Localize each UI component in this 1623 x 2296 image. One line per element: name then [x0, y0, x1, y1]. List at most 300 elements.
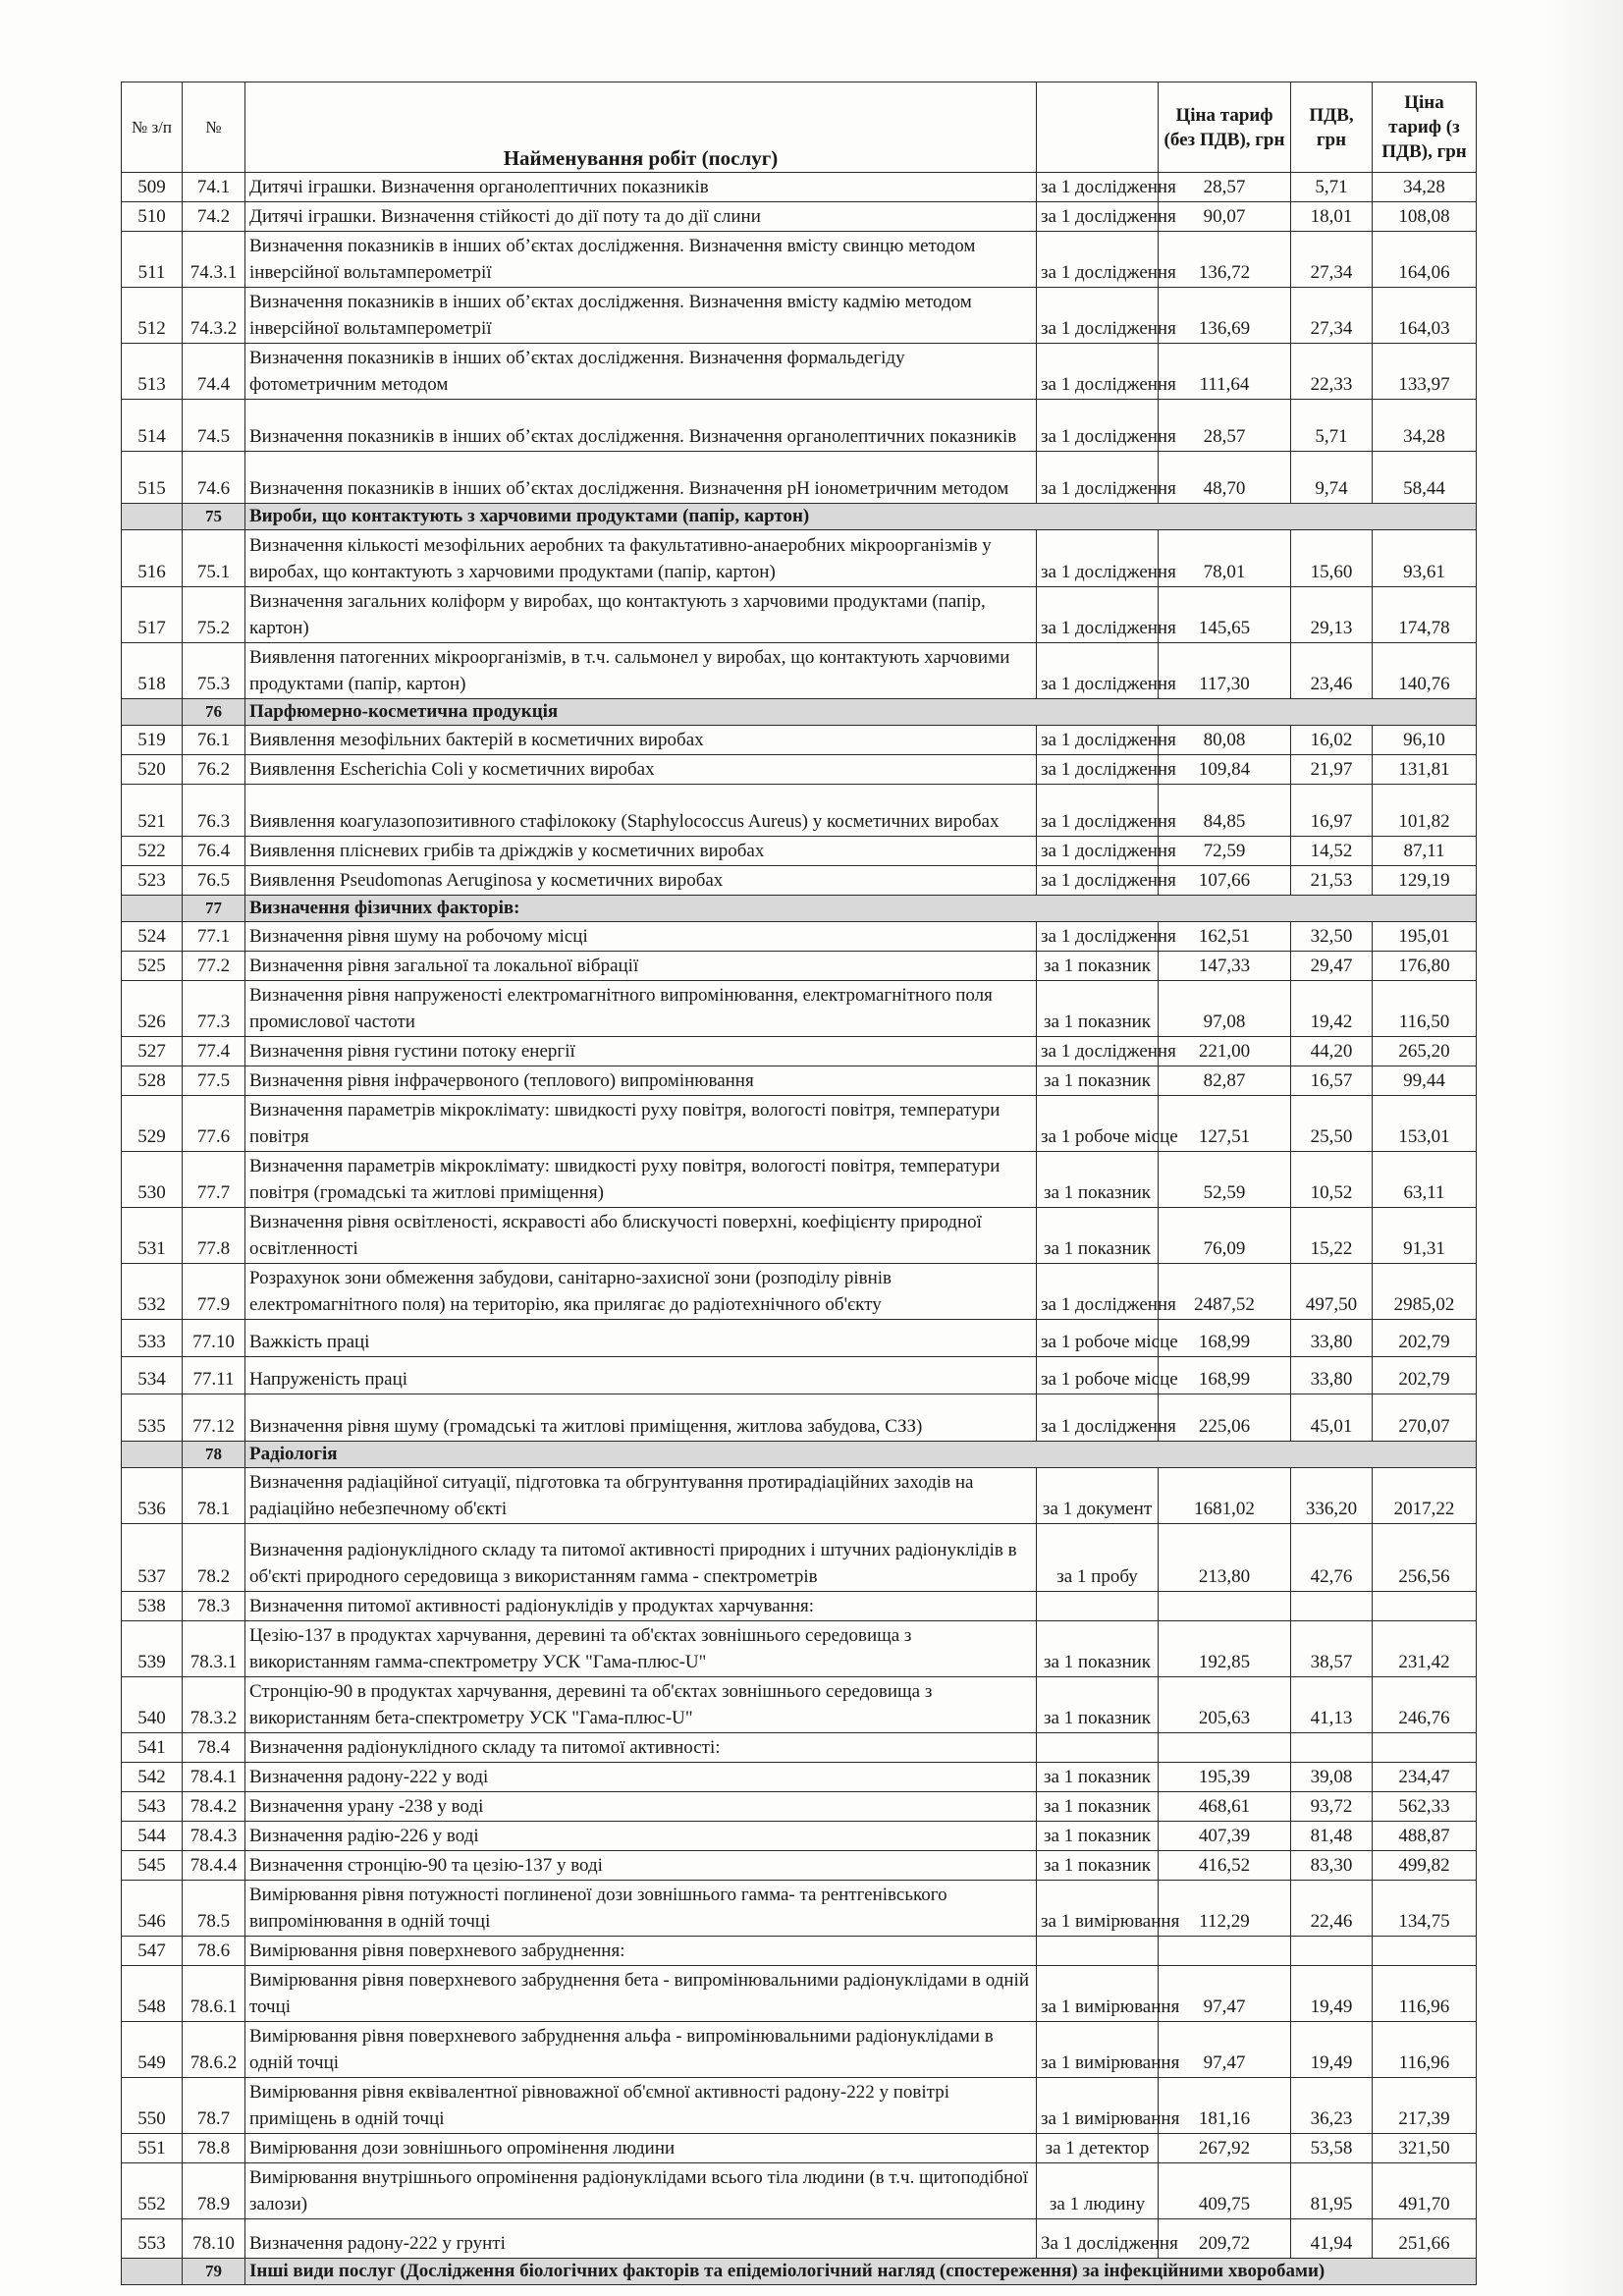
row-price-no-vat: 97,47: [1159, 1966, 1291, 2022]
row-vat: 497,50: [1291, 1264, 1373, 1320]
row-service-name: Визначення рівня напруженості електромагнітного випромінювання, електромагнітного поля промислової частоти: [245, 981, 1037, 1037]
header-unit: [1037, 82, 1159, 173]
row-serial-number: 532: [122, 1264, 183, 1320]
row-service-name: Визначення показників в інших об’єктах дослідження. Визначення вмісту кадмію методом інверсійної вольтамперометрії: [245, 288, 1037, 344]
price-list-table: [121, 82, 1477, 2285]
section-title: Інші види послуг (Дослідження біологічних факторів та епідеміологічний нагляд (спостереження) за інфекційними хворобами): [245, 2259, 1477, 2285]
row-item-number: 76.2: [183, 755, 245, 785]
row-price-no-vat: 136,72: [1159, 232, 1291, 288]
row-price-with-vat: 87,11: [1373, 837, 1477, 866]
row-serial-number: 533: [122, 1320, 183, 1357]
section-empty-cell: [122, 699, 183, 726]
row-unit: за 1 показник: [1037, 1763, 1159, 1792]
row-unit: за 1 показник: [1037, 1792, 1159, 1822]
row-service-name: Виявлення коагулазопозитивного стафілококу (Staphylococcus Aureus) у косметичних виробах: [245, 785, 1037, 837]
section-empty-cell: [122, 504, 183, 530]
row-price-no-vat: 195,39: [1159, 1763, 1291, 1792]
table-row: [122, 1792, 1477, 1822]
row-item-number: 78.3: [183, 1592, 245, 1621]
row-service-name: Виявлення мезофільних бактерій в косметичних виробах: [245, 726, 1037, 755]
row-price-with-vat: 2985,02: [1373, 1264, 1477, 1320]
row-price-with-vat: 153,01: [1373, 1096, 1477, 1152]
row-serial-number: 539: [122, 1621, 183, 1677]
row-service-name: Визначення рівня шуму на робочому місці: [245, 922, 1037, 952]
row-serial-number: 524: [122, 922, 183, 952]
row-item-number: 78.6: [183, 1937, 245, 1966]
row-serial-number: 548: [122, 1966, 183, 2022]
section-number: 76: [183, 699, 245, 726]
header-price-no-vat: Ціна тариф (без ПДВ), грн: [1159, 82, 1291, 173]
row-price-with-vat: 140,76: [1373, 643, 1477, 699]
table-row: [122, 1966, 1477, 2022]
row-service-name: Визначення параметрів мікроклімату: швидкості руху повітря, вологості повітря, температури повітря: [245, 1096, 1037, 1152]
row-serial-number: 525: [122, 952, 183, 981]
row-serial-number: 518: [122, 643, 183, 699]
row-serial-number: 512: [122, 288, 183, 344]
row-service-name: Виявлення патогенних мікроорганізмів, в т.ч. сальмонел у виробах, що контактують харчовими продуктами (папір, картон): [245, 643, 1037, 699]
table-row: [122, 2078, 1477, 2134]
table-row: [122, 755, 1477, 785]
row-price-no-vat: 117,30: [1159, 643, 1291, 699]
row-price-no-vat: 52,59: [1159, 1152, 1291, 1208]
row-vat: 81,48: [1291, 1822, 1373, 1851]
row-service-name: Визначення стронцію-90 та цезію-137 у воді: [245, 1851, 1037, 1881]
table-row: [122, 1677, 1477, 1733]
row-unit: за 1 робоче місце: [1037, 1357, 1159, 1394]
table-row: [122, 2219, 1477, 2259]
row-unit: [1037, 1733, 1159, 1763]
table-row: [122, 1763, 1477, 1792]
row-vat: 33,80: [1291, 1357, 1373, 1394]
table-row: [122, 452, 1477, 504]
row-unit: за 1 дослідження: [1037, 726, 1159, 755]
row-price-no-vat: 162,51: [1159, 922, 1291, 952]
row-price-no-vat: 112,29: [1159, 1881, 1291, 1937]
row-vat: 5,71: [1291, 400, 1373, 452]
row-service-name: Визначення рівня загальної та локальної вібрації: [245, 952, 1037, 981]
table-row: [122, 530, 1477, 587]
row-item-number: 75.1: [183, 530, 245, 587]
header-name: Найменування робіт (послуг): [245, 82, 1037, 173]
page-edge-shadow: [1544, 0, 1623, 2296]
row-service-name: Вимірювання рівня еквівалентної рівноважної об'ємної активності радону-222 у повітрі приміщень в одній точці: [245, 2078, 1037, 2134]
row-vat: 45,01: [1291, 1394, 1373, 1442]
row-serial-number: 538: [122, 1592, 183, 1621]
row-serial-number: 529: [122, 1096, 183, 1152]
row-service-name: Визначення рівня інфрачервоного (теплового) випромінювання: [245, 1066, 1037, 1096]
row-item-number: 77.2: [183, 952, 245, 981]
row-service-name: Цезію-137 в продуктах харчування, деревині та об'єктах зовнішнього середовища з використанням гамма-спектрометру УСК "Гама-плюс-U": [245, 1621, 1037, 1677]
row-item-number: 77.3: [183, 981, 245, 1037]
row-price-no-vat: 267,92: [1159, 2134, 1291, 2163]
row-service-name: Визначення радіонуклідного складу та питомої активності природних і штучних радіонуклідів в об'єкті природного середовища з використанням гамма - спектрометрів: [245, 1524, 1037, 1592]
row-price-with-vat: 129,19: [1373, 866, 1477, 896]
row-price-no-vat: 205,63: [1159, 1677, 1291, 1733]
row-vat: 27,34: [1291, 288, 1373, 344]
row-serial-number: 553: [122, 2219, 183, 2259]
table-header-row: [122, 82, 1477, 173]
row-vat: 19,49: [1291, 2022, 1373, 2078]
table-row: [122, 1621, 1477, 1677]
row-vat: 36,23: [1291, 2078, 1373, 2134]
row-serial-number: 545: [122, 1851, 183, 1881]
row-price-no-vat: 111,64: [1159, 344, 1291, 400]
row-price-with-vat: 176,80: [1373, 952, 1477, 981]
row-serial-number: 542: [122, 1763, 183, 1792]
row-serial-number: 516: [122, 530, 183, 587]
row-serial-number: 520: [122, 755, 183, 785]
row-serial-number: 540: [122, 1677, 183, 1733]
row-serial-number: 513: [122, 344, 183, 400]
header-price-vat: Ціна тариф (з ПДВ), грн: [1373, 82, 1477, 173]
table-row: [122, 837, 1477, 866]
table-row: [122, 2163, 1477, 2219]
row-price-with-vat: 131,81: [1373, 755, 1477, 785]
table-row: [122, 1320, 1477, 1357]
section-empty-cell: [122, 896, 183, 922]
row-item-number: 78.1: [183, 1468, 245, 1524]
row-unit: за 1 дослідження: [1037, 530, 1159, 587]
row-serial-number: 536: [122, 1468, 183, 1524]
row-price-no-vat: 97,08: [1159, 981, 1291, 1037]
row-unit: за 1 дослідження: [1037, 837, 1159, 866]
row-item-number: 78.8: [183, 2134, 245, 2163]
table-row: [122, 1066, 1477, 1096]
row-service-name: Визначення рівня освітленості, яскравості або блискучості поверхні, коефіцієнту природної освітленності: [245, 1208, 1037, 1264]
row-serial-number: 528: [122, 1066, 183, 1096]
row-item-number: 77.8: [183, 1208, 245, 1264]
table-row: [122, 2022, 1477, 2078]
row-vat: 16,57: [1291, 1066, 1373, 1096]
section-empty-cell: [122, 1442, 183, 1468]
row-unit: за 1 показник: [1037, 1208, 1159, 1264]
row-price-with-vat: 101,82: [1373, 785, 1477, 837]
table-row: [122, 1152, 1477, 1208]
row-unit: за 1 показник: [1037, 1066, 1159, 1096]
row-item-number: 78.7: [183, 2078, 245, 2134]
row-item-number: 74.6: [183, 452, 245, 504]
row-item-number: 78.4.4: [183, 1851, 245, 1881]
row-unit: за 1 дослідження: [1037, 400, 1159, 452]
row-price-with-vat: 246,76: [1373, 1677, 1477, 1733]
row-unit: за 1 показник: [1037, 1621, 1159, 1677]
row-item-number: 78.5: [183, 1881, 245, 1937]
row-price-with-vat: 491,70: [1373, 2163, 1477, 2219]
row-vat: 5,71: [1291, 173, 1373, 202]
table-body: [122, 173, 1477, 2285]
row-serial-number: 550: [122, 2078, 183, 2134]
table-row: [122, 1881, 1477, 1937]
row-service-name: Визначення рівня густини потоку енергії: [245, 1037, 1037, 1066]
row-vat: 25,50: [1291, 1096, 1373, 1152]
row-price-with-vat: 93,61: [1373, 530, 1477, 587]
section-number: 77: [183, 896, 245, 922]
row-unit: за 1 вимірювання: [1037, 2078, 1159, 2134]
table-row: [122, 1851, 1477, 1881]
row-service-name: Вимірювання рівня потужності поглиненої дози зовнішнього гамма- та рентгенівського випромінювання в одній точці: [245, 1881, 1037, 1937]
row-service-name: Напруженість праці: [245, 1357, 1037, 1394]
row-unit: за 1 документ: [1037, 1468, 1159, 1524]
row-item-number: 77.7: [183, 1152, 245, 1208]
row-unit: за 1 дослідження: [1037, 344, 1159, 400]
row-serial-number: 534: [122, 1357, 183, 1394]
row-price-no-vat: 127,51: [1159, 1096, 1291, 1152]
row-vat: [1291, 1937, 1373, 1966]
section-number: 75: [183, 504, 245, 530]
row-item-number: 77.4: [183, 1037, 245, 1066]
row-vat: 38,57: [1291, 1621, 1373, 1677]
row-serial-number: 519: [122, 726, 183, 755]
table-row: [122, 173, 1477, 202]
row-price-with-vat: 202,79: [1373, 1357, 1477, 1394]
row-item-number: 76.1: [183, 726, 245, 755]
row-price-no-vat: 192,85: [1159, 1621, 1291, 1677]
row-unit: за 1 дослідження: [1037, 1394, 1159, 1442]
row-unit: [1037, 1937, 1159, 1966]
row-service-name: Дитячі іграшки. Визначення органолептичних показників: [245, 173, 1037, 202]
row-service-name: Стронцію-90 в продуктах харчування, деревині та об'єктах зовнішнього середовища з використанням бета-спектрометру УСК "Гама-плюс-U": [245, 1677, 1037, 1733]
row-serial-number: 544: [122, 1822, 183, 1851]
row-price-with-vat: 116,96: [1373, 1966, 1477, 2022]
header-vat: ПДВ, грн: [1291, 82, 1373, 173]
row-price-with-vat: 116,96: [1373, 2022, 1477, 2078]
row-unit: за 1 показник: [1037, 1677, 1159, 1733]
row-service-name: Визначення показників в інших об’єктах дослідження. Визначення pH іонометричним методом: [245, 452, 1037, 504]
row-price-with-vat: 164,06: [1373, 232, 1477, 288]
row-service-name: Виявлення плісневих грибів та дріжджів у косметичних виробах: [245, 837, 1037, 866]
section-row: [122, 896, 1477, 922]
row-price-no-vat: 82,87: [1159, 1066, 1291, 1096]
row-price-no-vat: 72,59: [1159, 837, 1291, 866]
row-serial-number: 522: [122, 837, 183, 866]
row-unit: за 1 детектор: [1037, 2134, 1159, 2163]
row-serial-number: 547: [122, 1937, 183, 1966]
table-row: [122, 785, 1477, 837]
table-row: [122, 232, 1477, 288]
row-vat: [1291, 1592, 1373, 1621]
table-row: [122, 1357, 1477, 1394]
row-service-name: Вимірювання рівня поверхневого забруднення бета - випромінювальними радіонуклідами в одній точці: [245, 1966, 1037, 2022]
row-vat: 23,46: [1291, 643, 1373, 699]
row-price-with-vat: 34,28: [1373, 400, 1477, 452]
row-item-number: 77.12: [183, 1394, 245, 1442]
row-serial-number: 543: [122, 1792, 183, 1822]
row-vat: 42,76: [1291, 1524, 1373, 1592]
row-item-number: 78.6.1: [183, 1966, 245, 2022]
row-vat: 18,01: [1291, 202, 1373, 232]
row-item-number: 78.4.2: [183, 1792, 245, 1822]
row-item-number: 78.6.2: [183, 2022, 245, 2078]
row-price-with-vat: 270,07: [1373, 1394, 1477, 1442]
table-row: [122, 1524, 1477, 1592]
row-service-name: Важкість праці: [245, 1320, 1037, 1357]
row-price-no-vat: 221,00: [1159, 1037, 1291, 1066]
row-serial-number: 523: [122, 866, 183, 896]
row-vat: 39,08: [1291, 1763, 1373, 1792]
row-vat: [1291, 1733, 1373, 1763]
table-row: [122, 643, 1477, 699]
row-price-no-vat: 409,75: [1159, 2163, 1291, 2219]
row-vat: 9,74: [1291, 452, 1373, 504]
row-vat: 15,60: [1291, 530, 1373, 587]
row-vat: 81,95: [1291, 2163, 1373, 2219]
row-unit: за 1 показник: [1037, 1152, 1159, 1208]
row-service-name: Визначення кількості мезофільних аеробних та факультативно-анаеробних мікроорганізмів у виробах, що контактують з харчовими продуктами (папір, картон): [245, 530, 1037, 587]
row-vat: 93,72: [1291, 1792, 1373, 1822]
row-price-no-vat: 109,84: [1159, 755, 1291, 785]
row-price-no-vat: 147,33: [1159, 952, 1291, 981]
row-vat: 27,34: [1291, 232, 1373, 288]
row-item-number: 77.6: [183, 1096, 245, 1152]
row-unit: [1037, 1592, 1159, 1621]
section-row: [122, 2259, 1477, 2285]
row-unit: за 1 пробу: [1037, 1524, 1159, 1592]
row-price-with-vat: 231,42: [1373, 1621, 1477, 1677]
section-title: Визначення фізичних факторів:: [245, 896, 1477, 922]
row-price-with-vat: 34,28: [1373, 173, 1477, 202]
row-price-no-vat: 2487,52: [1159, 1264, 1291, 1320]
row-price-with-vat: 217,39: [1373, 2078, 1477, 2134]
row-vat: 21,53: [1291, 866, 1373, 896]
row-item-number: 77.9: [183, 1264, 245, 1320]
row-item-number: 77.5: [183, 1066, 245, 1096]
row-serial-number: 535: [122, 1394, 183, 1442]
row-price-with-vat: [1373, 1592, 1477, 1621]
row-price-no-vat: 84,85: [1159, 785, 1291, 837]
row-vat: 19,49: [1291, 1966, 1373, 2022]
row-unit: за 1 дослідження: [1037, 866, 1159, 896]
row-service-name: Виявлення Escherichia Coli у косметичних виробах: [245, 755, 1037, 785]
table-row: [122, 981, 1477, 1037]
row-serial-number: 546: [122, 1881, 183, 1937]
row-price-with-vat: 2017,22: [1373, 1468, 1477, 1524]
row-unit: за 1 робоче місце: [1037, 1320, 1159, 1357]
row-service-name: Вимірювання рівня поверхневого забруднення:: [245, 1937, 1037, 1966]
row-service-name: Визначення показників в інших об’єктах дослідження. Визначення формальдегіду фотометричним методом: [245, 344, 1037, 400]
row-item-number: 76.5: [183, 866, 245, 896]
table-row: [122, 202, 1477, 232]
row-unit: за 1 вимірювання: [1037, 1881, 1159, 1937]
row-price-with-vat: 499,82: [1373, 1851, 1477, 1881]
row-item-number: 76.4: [183, 837, 245, 866]
row-serial-number: 530: [122, 1152, 183, 1208]
row-unit: за 1 дослідження: [1037, 452, 1159, 504]
row-price-with-vat: 234,47: [1373, 1763, 1477, 1792]
table-row: [122, 1037, 1477, 1066]
row-service-name: Визначення радіаційної ситуації, підготовка та обгрунтування протирадіаційних заходів на радіаційно небезпечному об'єкті: [245, 1468, 1037, 1524]
row-price-no-vat: 1681,02: [1159, 1468, 1291, 1524]
row-item-number: 78.4: [183, 1733, 245, 1763]
row-price-with-vat: 63,11: [1373, 1152, 1477, 1208]
row-price-with-vat: 108,08: [1373, 202, 1477, 232]
section-row: [122, 1442, 1477, 1468]
row-unit: за 1 дослідження: [1037, 232, 1159, 288]
row-item-number: 78.10: [183, 2219, 245, 2259]
row-vat: 29,13: [1291, 587, 1373, 643]
table-row: [122, 1937, 1477, 1966]
row-serial-number: 537: [122, 1524, 183, 1592]
section-number: 78: [183, 1442, 245, 1468]
row-vat: 83,30: [1291, 1851, 1373, 1881]
row-item-number: 76.3: [183, 785, 245, 837]
table-row: [122, 400, 1477, 452]
row-serial-number: 531: [122, 1208, 183, 1264]
row-price-with-vat: 265,20: [1373, 1037, 1477, 1066]
row-unit: за 1 вимірювання: [1037, 2022, 1159, 2078]
table-row: [122, 587, 1477, 643]
table-row: [122, 1394, 1477, 1442]
header-sn: № з/п: [122, 82, 183, 173]
row-item-number: 74.4: [183, 344, 245, 400]
row-vat: 53,58: [1291, 2134, 1373, 2163]
row-price-no-vat: 145,65: [1159, 587, 1291, 643]
row-price-no-vat: 168,99: [1159, 1320, 1291, 1357]
row-serial-number: 510: [122, 202, 183, 232]
row-item-number: 77.1: [183, 922, 245, 952]
row-unit: за 1 показник: [1037, 1822, 1159, 1851]
row-unit: за 1 дослідження: [1037, 202, 1159, 232]
row-vat: 16,97: [1291, 785, 1373, 837]
row-price-no-vat: 209,72: [1159, 2219, 1291, 2259]
row-item-number: 78.3.2: [183, 1677, 245, 1733]
section-row: [122, 699, 1477, 726]
table-row: [122, 288, 1477, 344]
row-item-number: 78.4.1: [183, 1763, 245, 1792]
row-service-name: Визначення радію-226 у воді: [245, 1822, 1037, 1851]
row-unit: за 1 дослідження: [1037, 922, 1159, 952]
row-item-number: 75.2: [183, 587, 245, 643]
row-price-with-vat: 58,44: [1373, 452, 1477, 504]
row-price-with-vat: 91,31: [1373, 1208, 1477, 1264]
row-service-name: Визначення питомої активності радіонуклідів у продуктах харчування:: [245, 1592, 1037, 1621]
row-unit: за 1 вимірювання: [1037, 1966, 1159, 2022]
row-unit: за 1 показник: [1037, 952, 1159, 981]
row-price-with-vat: 99,44: [1373, 1066, 1477, 1096]
row-unit: за 1 дослідження: [1037, 1037, 1159, 1066]
row-item-number: 77.11: [183, 1357, 245, 1394]
row-serial-number: 549: [122, 2022, 183, 2078]
table-row: [122, 922, 1477, 952]
row-price-no-vat: 107,66: [1159, 866, 1291, 896]
row-item-number: 74.5: [183, 400, 245, 452]
row-unit: за 1 людину: [1037, 2163, 1159, 2219]
row-serial-number: 514: [122, 400, 183, 452]
row-vat: 22,46: [1291, 1881, 1373, 1937]
row-service-name: Визначення показників в інших об’єктах дослідження. Визначення органолептичних показників: [245, 400, 1037, 452]
row-price-no-vat: 76,09: [1159, 1208, 1291, 1264]
table-row: [122, 1264, 1477, 1320]
row-service-name: Визначення загальних коліформ у виробах, що контактують з харчовими продуктами (папір, картон): [245, 587, 1037, 643]
row-vat: 15,22: [1291, 1208, 1373, 1264]
row-serial-number: 509: [122, 173, 183, 202]
table-row: [122, 2134, 1477, 2163]
row-vat: 16,02: [1291, 726, 1373, 755]
row-serial-number: 541: [122, 1733, 183, 1763]
row-price-no-vat: 136,69: [1159, 288, 1291, 344]
row-unit: за 1 дослідження: [1037, 587, 1159, 643]
row-item-number: 74.3.2: [183, 288, 245, 344]
row-price-no-vat: 416,52: [1159, 1851, 1291, 1881]
row-price-with-vat: 202,79: [1373, 1320, 1477, 1357]
row-service-name: Вимірювання дози зовнішнього опромінення людини: [245, 2134, 1037, 2163]
row-price-no-vat: 225,06: [1159, 1394, 1291, 1442]
row-service-name: Визначення рівня шуму (громадські та житлові приміщення, житлова забудова, СЗЗ): [245, 1394, 1037, 1442]
row-item-number: 75.3: [183, 643, 245, 699]
row-vat: 19,42: [1291, 981, 1373, 1037]
table-row: [122, 1822, 1477, 1851]
row-price-with-vat: 134,75: [1373, 1881, 1477, 1937]
row-vat: 22,33: [1291, 344, 1373, 400]
